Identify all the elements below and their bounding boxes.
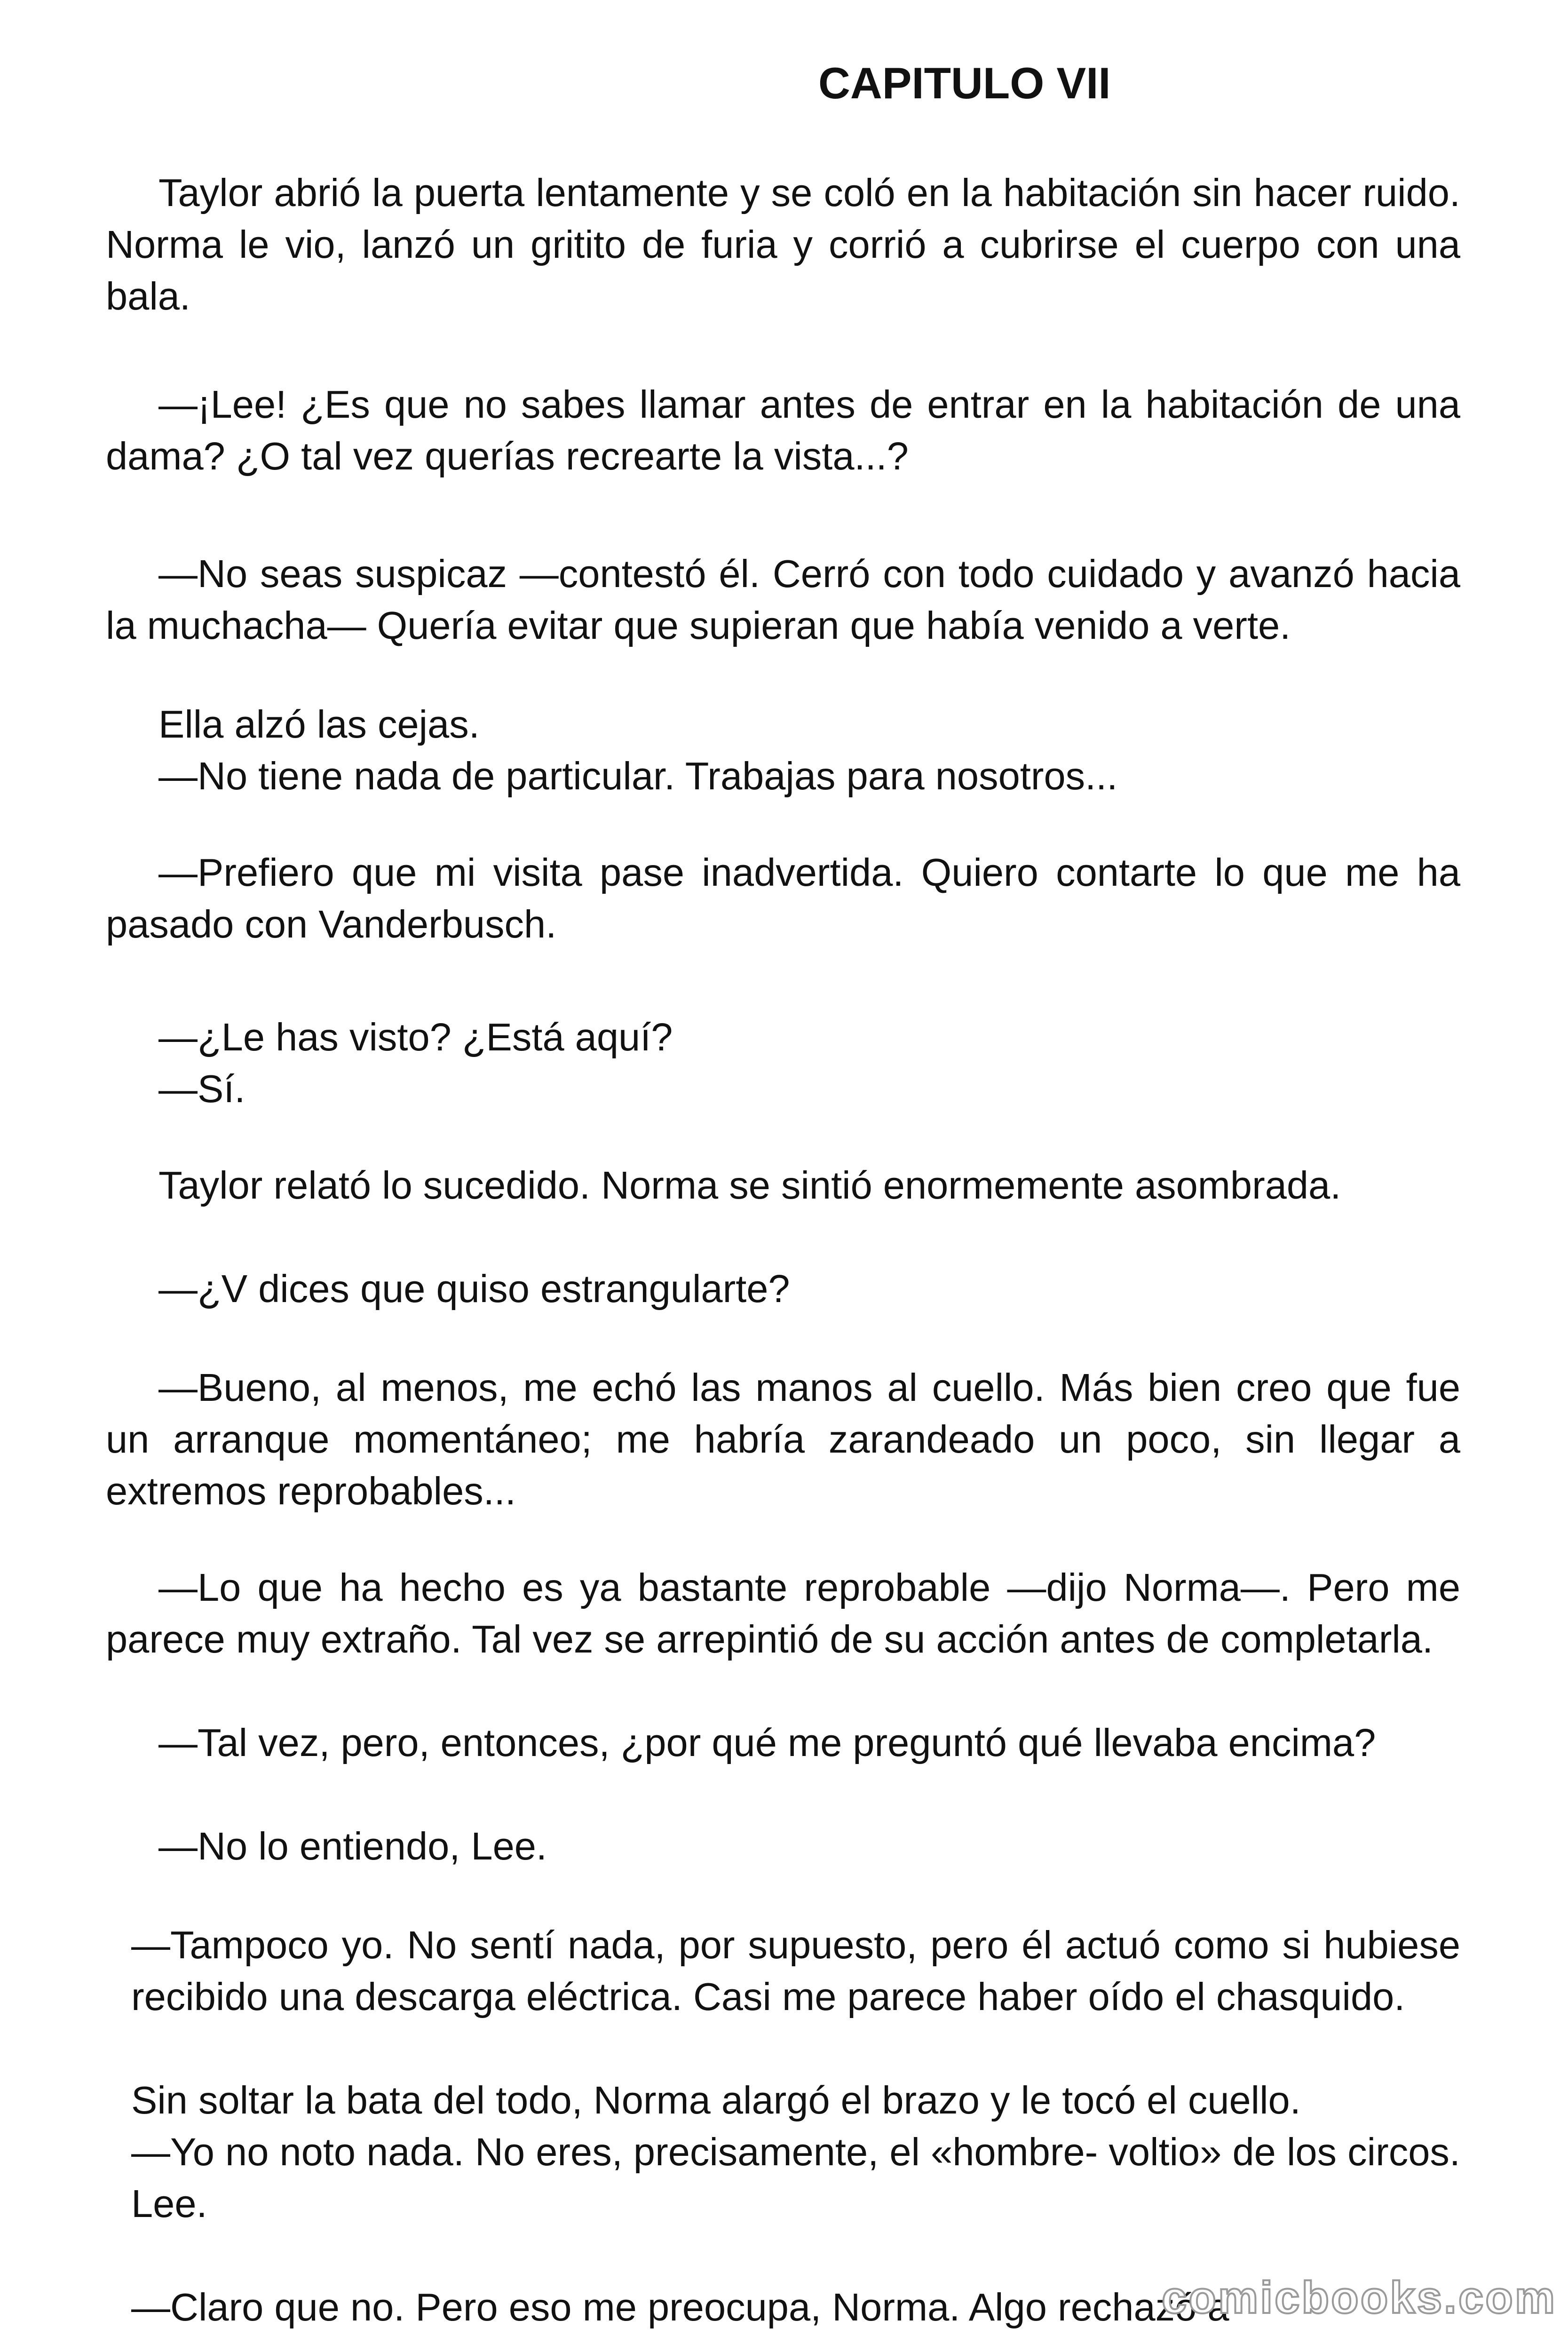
paragraph: —Lo que ha hecho es ya bastante reprobable —dijo Norma—. Pero me parece muy extraño. Tal vez se arrepintió de su acción antes de completarla. [106, 1565, 1460, 1661]
watermark: comicbooks.com [1162, 2273, 1557, 2323]
paragraph: —No tiene nada de particular. Trabajas para nosotros... [158, 754, 1118, 798]
paragraph: Sin soltar la bata del todo, Norma alargó el brazo y le tocó el cuello. [131, 2078, 1301, 2122]
paragraph: —Claro que no. Pero eso me preocupa, Norma. Algo rechazó a [131, 2285, 1229, 2329]
chapter-title: CAPITULO VII [818, 58, 1111, 108]
paragraph: —Tampoco yo. No sentí nada, por supuesto, pero él actuó como si hubiese recibido una descarga eléctrica. Casi me parece haber oído el chasquido. [131, 1923, 1460, 2018]
paragraph: —Prefiero que mi visita pase inadvertida. Quiero contarte lo que me ha pasado con Vanderbusch. [106, 850, 1460, 946]
paragraph: Taylor relató lo sucedido. Norma se sintió enormemente asombrada. [158, 1163, 1341, 1207]
paragraph: —No lo entiendo, Lee. [158, 1824, 547, 1868]
paragraph: —¿Le has visto? ¿Está aquí? [158, 1015, 673, 1059]
paragraph: Taylor abrió la puerta lentamente y se coló en la habitación sin hacer ruido. Norma le vio, lanzó un gritito de furia y corrió a cubrirse el cuerpo con una bala. [106, 171, 1460, 318]
paragraph: Ella alzó las cejas. [158, 702, 480, 746]
paragraph: —¿V dices que quiso estrangularte? [158, 1267, 790, 1311]
paragraph: —Bueno, al menos, me echó las manos al cuello. Más bien creo que fue un arranque momentáneo; me habría zarandeado un poco, sin llegar a extremos reprobables... [106, 1366, 1460, 1513]
paragraph: —Yo no noto nada. No eres, precisamente, el «hombre- voltio» de los circos. Lee. [131, 2130, 1460, 2225]
paragraph: —¡Lee! ¿Es que no sabes llamar antes de entrar en la habitación de una dama? ¿O tal vez querías recrearte la vista...? [106, 382, 1460, 478]
paragraph: —No seas suspicaz —contestó él. Cerró con todo cuidado y avanzó hacia la muchacha— Quería evitar que supieran que había venido a verte. [106, 552, 1460, 647]
paragraph: —Sí. [158, 1067, 245, 1111]
paragraph: —Tal vez, pero, entonces, ¿por qué me preguntó qué llevaba encima? [158, 1721, 1376, 1764]
